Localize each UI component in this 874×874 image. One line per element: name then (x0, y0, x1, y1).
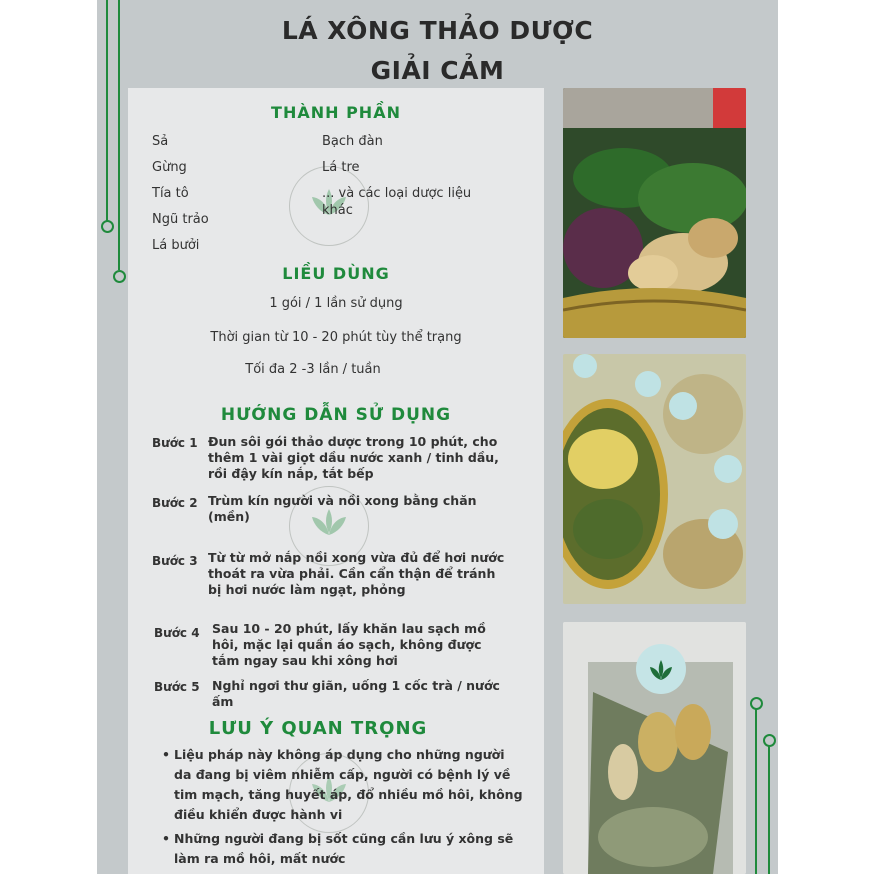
single-pack-photo (563, 622, 746, 874)
step-text: Trùm kín người và nồi xong bằng chăn (mền) (208, 493, 477, 524)
ingredient-item: Bạch đàn (322, 134, 383, 149)
step-label: Bước 3 (152, 554, 198, 568)
ingredient-item: Gừng (152, 160, 187, 175)
dosage-heading: LIỀU DÙNG (282, 264, 390, 283)
notes-heading: LƯU Ý QUAN TRỌNG (208, 718, 428, 739)
ingredient-item: ... và các loại dược liệu khác (322, 186, 472, 218)
note-item: • Những người đang bị sốt cũng cần lưu ý xông sẽ làm ra mồ hôi, mất nước (174, 829, 524, 869)
ingredient-item: Ngũ trảo (152, 212, 209, 227)
step-text: Sau 10 - 20 phút, lấy khăn lau sạch mồ hôi, mặc lại quần áo sạch, không được tắm ngay sau khi xông hơi (212, 621, 486, 668)
step-text: Đun sôi gói thảo dược trong 10 phút, cho thêm 1 vài giọt dầu nước xanh / tinh dầu, rồi đậy kín nắp, tắt bếp (208, 434, 499, 481)
note-item: • Liệu pháp này không áp dụng cho những người da đang bị viêm nhiễm cấp, người có bệnh lý về tim mạch, tăng huyết áp, đổ nhiều mồ hôi, không điều khiển được hành vi (174, 745, 524, 825)
ingredient-item: Lá tre (322, 160, 360, 175)
step-text: Từ từ mở nắp nồi xong vừa đủ để hơi nước thoát ra vừa phải. Cần cẩn thận để tránh bị hơi nước làm ngạt, phỏng (208, 550, 505, 597)
decor-dot-left-1 (101, 220, 114, 233)
dosage-line: Tối đa 2 -3 lần / tuần (245, 362, 381, 377)
decor-dot-right-2 (763, 734, 776, 747)
title-line-1: LÁ XÔNG THẢO DƯỢC (281, 16, 594, 45)
step-label: Bước 1 (152, 436, 198, 450)
step-text: Nghỉ ngơi thư giãn, uống 1 cốc trà / nước ấm (212, 678, 500, 709)
instructions-heading: HƯỚNG DẪN SỬ DỤNG (220, 405, 452, 425)
title-line-2: GIẢI CẢM (370, 56, 505, 85)
ingredient-item: Tía tô (152, 186, 189, 201)
decor-line-right-1 (755, 708, 757, 874)
dosage-line: 1 gói / 1 lần sử dụng (269, 296, 403, 311)
step-label: Bước 5 (154, 680, 200, 694)
decor-dot-right-1 (750, 697, 763, 710)
step-label: Bước 2 (152, 496, 198, 510)
herbs-basket-photo (563, 88, 746, 338)
ingredient-item: Lá bưởi (152, 238, 200, 253)
dosage-line: Thời gian từ 10 - 20 phút tùy thể trạng (210, 330, 462, 345)
herb-packs-photo (563, 354, 746, 604)
step-label: Bước 4 (154, 626, 200, 640)
ingredient-item: Sả (152, 134, 169, 149)
decor-dot-left-2 (113, 270, 126, 283)
ingredients-heading: THÀNH PHẦN (271, 103, 401, 122)
decor-line-right-2 (768, 745, 770, 874)
